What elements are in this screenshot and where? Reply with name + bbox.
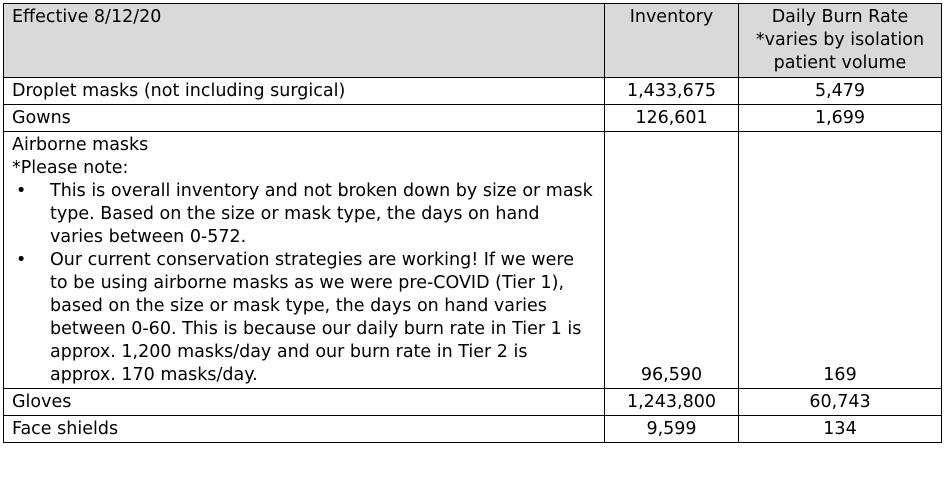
item-cell: Gowns [4, 105, 605, 132]
burn-rate-cell: 5,479 [739, 78, 942, 105]
item-cell: Gloves [4, 389, 605, 416]
item-cell: Droplet masks (not including surgical) [4, 78, 605, 105]
burn-rate-header [739, 4, 942, 78]
burn-rate-cell: 60,743 [739, 389, 942, 416]
table-row [4, 132, 942, 389]
note-intro: *Please note: [12, 158, 129, 178]
table-row [4, 389, 942, 416]
burn-rate-cell: 134 [739, 416, 942, 443]
inventory-cell: 1,243,800 [605, 389, 739, 416]
burn-rate-cell: 169 [739, 132, 942, 389]
table-row [4, 416, 942, 443]
item-name: Airborne masks [12, 135, 149, 155]
inventory-cell: 96,590 [605, 132, 739, 389]
burn-rate-header-line: *varies by isolation [755, 30, 925, 50]
effective-date-header: Effective 8/12/20 [4, 4, 605, 78]
inventory-cell: 9,599 [605, 416, 739, 443]
note-list [12, 180, 596, 387]
note-bullet: • Our current conservation strategies are working! If we were to be using airborne masks as we were pre-COVID (Tier 1), based on the size or mask type, the days on hand varies between 0-60. This is because our daily burn rate in Tier 1 is approx. 1,200 masks/day and our burn rate in Tier 2 is approx. 170 masks/day. [12, 249, 596, 387]
inventory-header: Inventory [605, 4, 739, 78]
item-cell [4, 132, 605, 389]
item-cell: Face shields [4, 416, 605, 443]
table-row [4, 105, 942, 132]
table-row [4, 78, 942, 105]
note-bullet: • This is overall inventory and not broken down by size or mask type. Based on the size or mask type, the days on hand varies between 0-572. [12, 180, 596, 249]
burn-rate-cell: 1,699 [739, 105, 942, 132]
ppe-inventory-table [3, 3, 942, 443]
inventory-cell: 1,433,675 [605, 78, 739, 105]
header-row [4, 4, 942, 78]
burn-rate-header-line: patient volume [773, 53, 907, 73]
inventory-cell: 126,601 [605, 105, 739, 132]
burn-rate-header-line: Daily Burn Rate [771, 7, 909, 27]
